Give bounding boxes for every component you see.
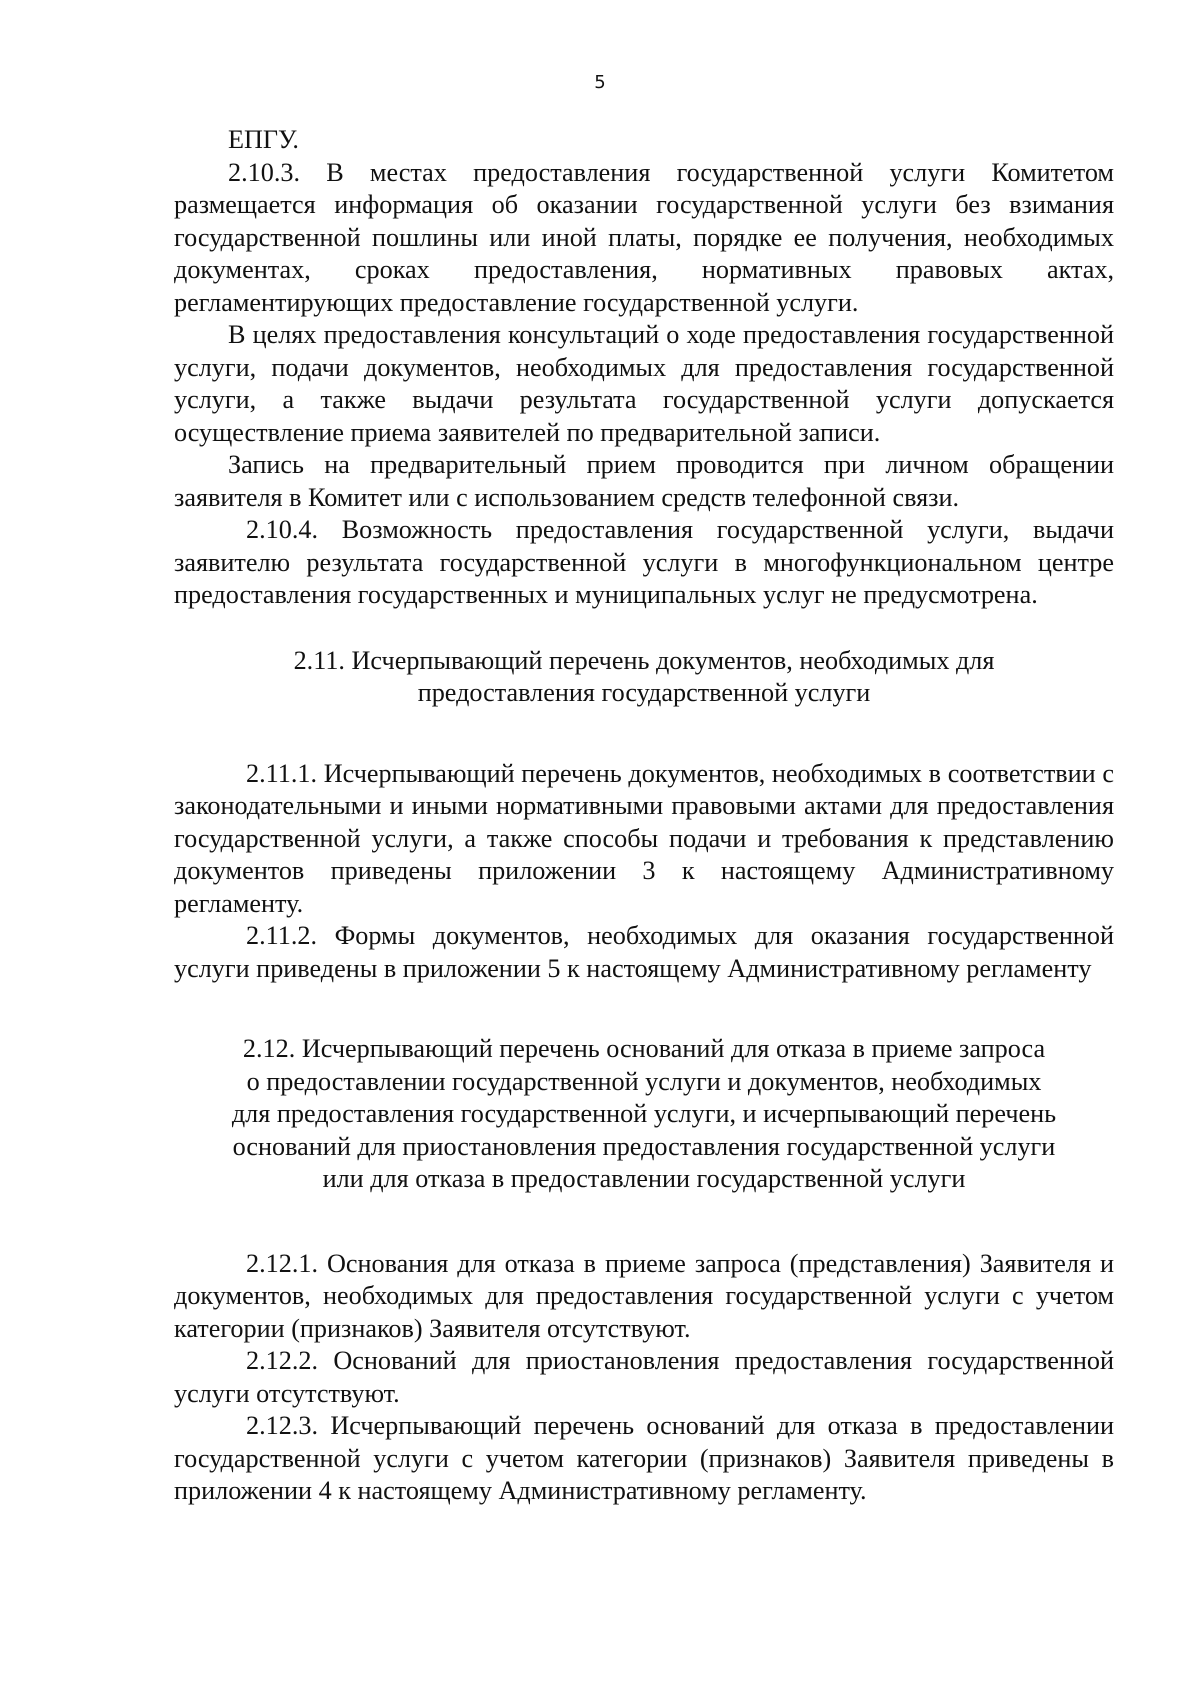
paragraph-2-12-1: 2.12.1. Основания для отказа в приеме запроса (представления) Заявителя и документов, необходимых для предоставления государственной услуги с учетом категории (признаков) Заявителя отсутствуют.: [174, 1248, 1114, 1343]
heading-line: о предоставлении государственной услуги и документов, необходимых: [246, 1066, 1042, 1096]
paragraph-epgu: ЕПГУ.: [228, 125, 299, 154]
section-heading-2-12: [174, 1033, 1114, 1196]
heading-line: предоставления государственной услуги: [417, 678, 871, 707]
document-body: [174, 124, 1114, 1508]
paragraph-2-11-2: 2.11.2. Формы документов, необходимых для оказания государственной услуги приведены в приложении 5 к настоящему Административному регламенту: [174, 921, 1114, 983]
spacer: [174, 612, 1114, 645]
heading-line: для предоставления государственной услуги, и исчерпывающий перечень: [231, 1099, 1057, 1128]
heading-line: 2.12. Исчерпывающий перечень оснований для отказа в приеме запроса: [242, 1034, 1046, 1063]
heading-line: 2.11. Исчерпывающий перечень документов, необходимых для: [293, 645, 995, 675]
paragraph-2-12-2: 2.12.2. Оснований для приостановления предоставления государственной услуги отсутствуют.: [174, 1346, 1114, 1408]
paragraph-2-10-4: 2.10.4. Возможность предоставления государственной услуги, выдачи заявителю результата государственной услуги в многофункциональном центре предоставления государственных и муниципальных услуг не предусмотрена.: [174, 515, 1114, 609]
paragraph-consultations: В целях предоставления консультаций о ходе предоставления государственной услуги, подачи документов, необходимых для предоставления государственной услуги, а также выдачи результата государственной услуги допускается осуществление приема заявителей по предварительной записи.: [174, 320, 1114, 447]
paragraph-2-12-3: 2.12.3. Исчерпывающий перечень оснований для отказа в предоставлении государственной услуги с учетом категории (признаков) Заявителя приведены в приложении 4 к настоящему Административному регламенту.: [174, 1411, 1114, 1505]
paragraph-preliminary-record: Запись на предварительный прием проводится при личном обращении заявителя в Комитет или с использованием средств телефонной связи.: [174, 450, 1114, 512]
heading-line: или для отказа в предоставлении государственной услуги: [322, 1164, 966, 1193]
heading-line: оснований для приостановления предоставления государственной услуги: [232, 1131, 1056, 1161]
section-heading-2-11: [174, 645, 1114, 710]
page-number: 5: [594, 72, 606, 93]
spacer: [174, 710, 1114, 758]
paragraph-2-10-3: 2.10.3. В местах предоставления государственной услуги Комитетом размещается информация об оказании государственной услуги без взимания государственной пошлины или иной платы, порядке ее получения, необходимых документах, сроках предоставления, нормативных правовых актах, регламентирующих предоставление государственной услуги.: [174, 157, 1114, 317]
spacer: [174, 985, 1114, 1033]
paragraph-2-11-1: 2.11.1. Исчерпывающий перечень документов, необходимых в соответствии с законодательными и иными нормативными правовыми актами для предоставления государственной услуги, а также способы подачи и требования к представлению документов приведены приложении 3 к настоящему Административному регламенту.: [174, 758, 1114, 918]
spacer: [174, 1196, 1114, 1248]
